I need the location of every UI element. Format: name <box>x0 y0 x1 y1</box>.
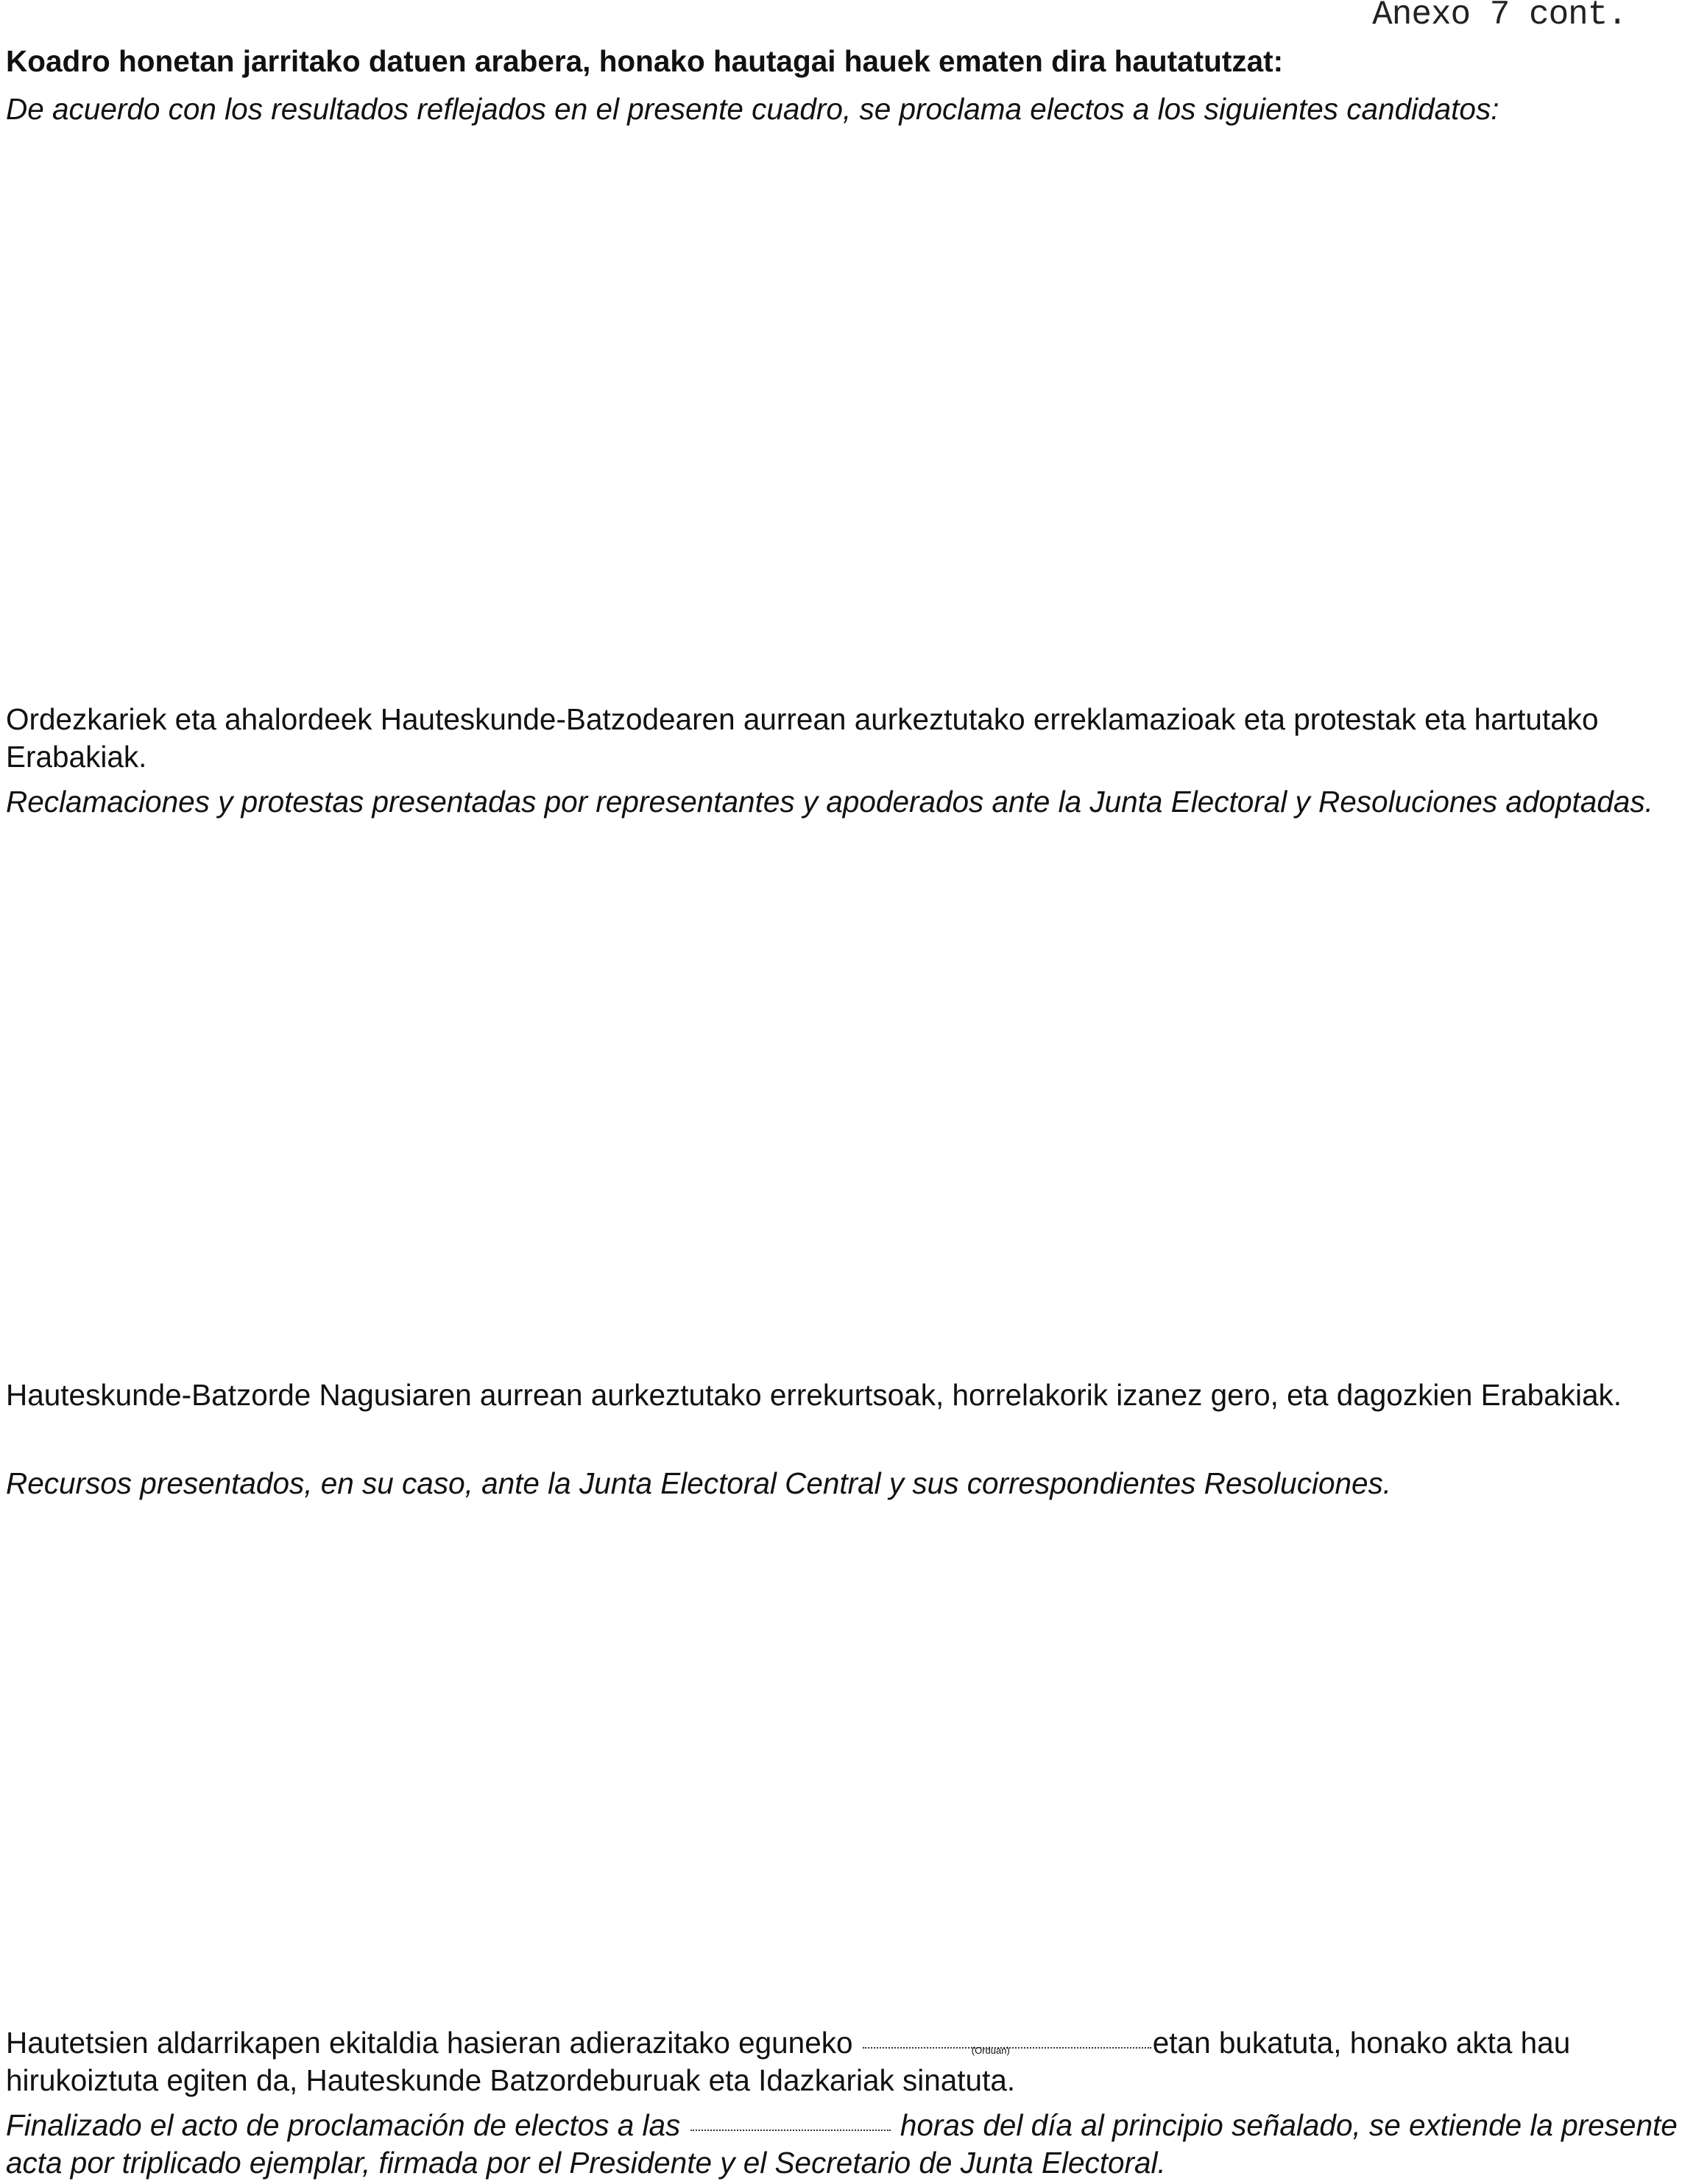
appeals-heading-basque: Hauteskunde-Batzorde Nagusiaren aurrean aurkeztutako errekurtsoak, horrelakorik izanez gero, eta dagozkien Erabakiak. <box>6 1378 1622 1412</box>
claims-heading-basque: Ordezkariek eta ahalordeek Hauteskunde-Batzodearen aurrean aurkeztutako erreklamazioak eta protestak eta hartutako Erabakiak. <box>6 702 1599 774</box>
closing-basque-after: etan bukatuta, honako akta hau hirukoiztuta egiten da, Hauteskunde Batzordeburuak eta Idazkariak sinatuta. <box>6 2026 1571 2097</box>
closing-statement-spanish <box>6 2107 1684 2182</box>
appeals-heading-spanish: Recursos presentados, en su caso, ante la Junta Electoral Central y sus correspondientes Resoluciones. <box>6 1466 1392 1500</box>
closing-spanish-before: Finalizado el acto de proclamación de electos a las <box>6 2108 681 2142</box>
closing-spanish-after: horas del día al principio señalado, se extiende la presente acta por triplicado ejemplar, firmada por el Presidente y el Secretario de Junta Electoral. <box>6 2108 1678 2180</box>
hour-blank-basque <box>863 2045 1151 2056</box>
closing-statement-basque <box>6 2024 1684 2099</box>
hour-unit-label: (Orduan) <box>971 2045 1010 2056</box>
hour-blank-spanish <box>690 2130 891 2131</box>
elected-heading-basque: Koadro honetan jarritako datuen arabera, honako hautagai hauek ematen dira hautatutzat: <box>6 44 1284 78</box>
elected-heading-spanish: De acuerdo con los resultados reflejados en el presente cuadro, se proclama electos a los siguientes candidatos: <box>6 92 1499 126</box>
claims-heading-spanish: Reclamaciones y protestas presentadas por representantes y apoderados ante la Junta Electoral y Resoluciones adoptadas. <box>6 785 1653 819</box>
closing-basque-before: Hautetsien aldarrikapen ekitaldia hasieran adierazitako eguneko <box>6 2026 853 2060</box>
annex-label: Anexo 7 cont. <box>1372 0 1627 34</box>
